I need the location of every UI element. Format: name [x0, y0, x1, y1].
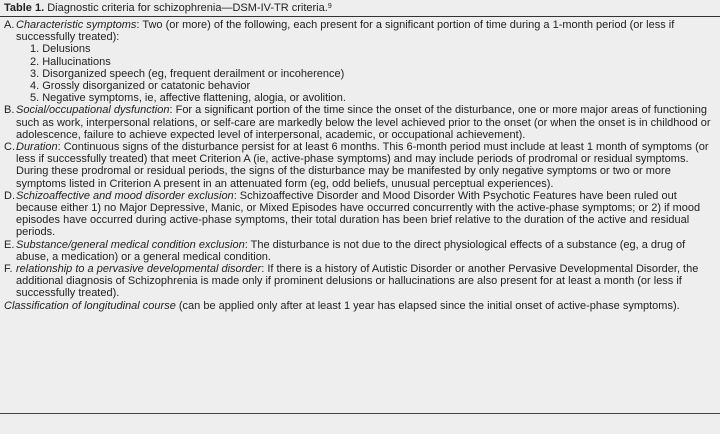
longitudinal-course-note	[4, 300, 716, 312]
table-body	[4, 17, 716, 312]
criterion-d	[4, 190, 716, 239]
criterion-text: : For a significant portion of the time since the onset of the disturbance, one or more major areas of functioning such as work, interpersonal relations, or self-care are markedly below the level achieved prior to the onset (or when the onset is in childhood or adolescence, failure to achieve expected level of interpersonal, academic, or occupational achievement).	[16, 104, 711, 141]
symptom-item: 2. Hallucinations	[30, 55, 111, 68]
symptom-item: 3. Disorganized speech (eg, frequent derailment or incoherence)	[30, 67, 345, 80]
criterion-text: : Schizoaffective Disorder and Mood Disorder With Psychotic Features have been ruled out because either 1) no Major Depressive, Manic, or Mixed Episodes have occurred concurrently with the active-phase symptoms; or 2) if mood episodes have occurred during active-phase symptoms, their total duration has been brief relative to the duration of the active and residual periods.	[16, 189, 701, 239]
criterion-text: : If there is a history of Autistic Disorder or another Pervasive Developmental Disorder, the additional diagnosis of Schizophrenia is made only if prominent delusions or hallucinations are also present for at least a month (or less if successfully treated).	[16, 263, 699, 300]
criterion-b	[4, 104, 716, 141]
criterion-e	[4, 239, 716, 263]
criterion-text: : Continuous signs of the disturbance persist for at least 6 months. This 6-month period must include at least 1 month of symptoms (or less if successfully treated) that meet Criterion A (ie, active-phase symptoms) and may include periods of prodromal or residual symptoms. During these prodromal or residual periods, the signs of the disturbance may be manifested by only negative symptoms or two or more symptoms listed in Criterion A present in an attenuated form (eg, odd beliefs, unusual perceptual experiences).	[16, 141, 709, 190]
criterion-heading: relationship to a pervasive developmental disorder	[16, 263, 262, 276]
criterion-heading: Duration	[16, 141, 58, 154]
criterion-text: : The disturbance is not due to the direct physiological effects of a substance (eg, a drug of abuse, a medication) or a general medical condition.	[16, 238, 686, 263]
criterion-f	[4, 263, 716, 300]
criterion-heading: Schizoaffective and mood disorder exclusion	[16, 189, 234, 202]
criterion-letter: A.	[4, 19, 15, 31]
criterion-heading: Substance/general medical condition exclusion	[16, 238, 245, 251]
criterion-letter: C.	[4, 141, 15, 154]
course-heading: Classification of longitudinal course	[4, 299, 176, 312]
criterion-heading: Characteristic symptoms	[16, 19, 137, 31]
criterion-c	[4, 141, 716, 190]
table-label: Table 1.	[4, 2, 45, 14]
criterion-heading: Social/occupational dysfunction	[16, 104, 170, 117]
table-title: Diagnostic criteria for schizophrenia—DSM-IV-TR criteria.	[47, 2, 328, 14]
bottom-rule	[0, 413, 720, 414]
table-reference: 9	[327, 3, 332, 10]
symptom-item: 4. Grossly disorganized or catatonic behavior	[30, 80, 251, 93]
criterion-letter: D.	[4, 189, 15, 202]
table-caption	[4, 1, 716, 16]
course-text: (can be applied only after at least 1 year has elapsed since the initial onset of active-phase symptoms).	[175, 299, 680, 312]
symptom-item: 5. Negative symptoms, ie, affective flattening, alogia, or avolition.	[30, 92, 346, 105]
criterion-letter: E.	[4, 238, 15, 251]
symptom-item: 1. Delusions	[30, 43, 91, 56]
criterion-text: : Two (or more) of the following, each present for a significant portion of time during a 1-month period (or less if successfully treated):	[16, 19, 675, 44]
criterion-a	[4, 19, 716, 104]
criterion-letter: F.	[4, 263, 13, 276]
criterion-letter: B.	[4, 104, 15, 117]
